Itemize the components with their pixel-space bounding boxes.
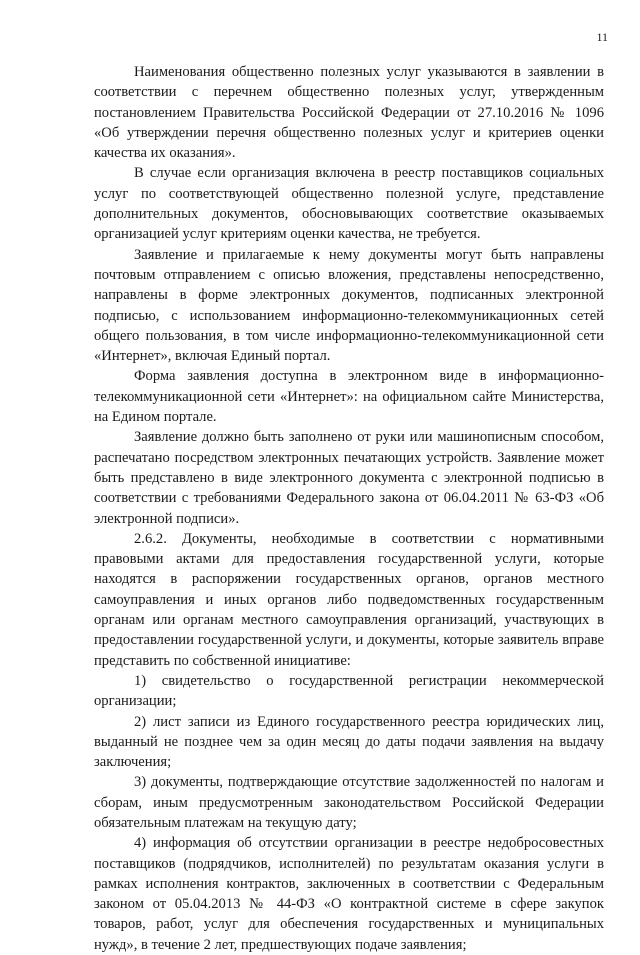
paragraph-form-availability: Форма заявления доступна в электронном виде в информационно-телекоммуникационной сети «Интернет»: на официальном сайте Министерства, на Едином портале.	[94, 368, 604, 426]
paragraph-submission-methods: Заявление и прилагаемые к нему документы могут быть направлены почтовым отправлением с описью вложения, представлены непосредственно, направлены в форме электронных документов, подписанных электронной подписью, с использованием информационно-телекоммуникационных сетей общего пользования, в том числе информационно-телекоммуникационной сети «Интернет», включая Единый портал.	[94, 246, 604, 365]
paragraph-section-2-6-2: 2.6.2. Документы, необходимые в соответствии с нормативными правовыми актами для предоставления государственной услуги, которые находятся в распоряжении государственных органов, органов местного самоуправления и иных органов либо подведомственных государственным органам или органам местного самоуправления организаций, участвующих в предоставлении государственной услуги, и документы, которые заявитель вправе представить по собственной инициативе:	[94, 530, 604, 669]
list-item-4: 4) информация об отсутствии организации в реестре недобросовестных поставщиков (подрядчиков, исполнителей) по результатам оказания услуги в рамках исполнения контрактов, заключенных в соответствии с Федеральным законом от 05.04.2013 № 44-ФЗ «О контрактной системе в сфере закупок товаров, работ, услуг для обеспечения государственных и муниципальных нужд», в течение 2 лет, предшествующих подаче заявления;	[94, 835, 604, 953]
page-number: 11	[596, 30, 608, 44]
paragraph-service-names: Наименования общественно полезных услуг указываются в заявлении в соответствии с перечнем общественно полезных услуг, утвержденным постановлением Правительства Российской Федерации от 27.10.2016 № 1096 «Об утверждении перечня общественно полезных услуг и критериев оценки качества их оказания».	[94, 64, 604, 162]
list-item-1: 1) свидетельство о государственной регистрации некоммерческой организации;	[94, 672, 604, 710]
list-item-2: 2) лист записи из Единого государственного реестра юридических лиц, выданный не позднее чем за один месяц до даты подачи заявления на выдачу заключения;	[94, 713, 604, 771]
paragraph-registry-exemption: В случае если организация включена в реестр поставщиков социальных услуг по соответствующей общественно полезной услуге, представление дополнительных документов, обосновывающих соответствие оказываемых организацией услуг критериям оценки качества, не требуется.	[94, 165, 604, 243]
list-item-3: 3) документы, подтверждающие отсутствие задолженностей по налогам и сборам, иным предусмотренным законодательством Российской Федерации обязательным платежам на текущую дату;	[94, 774, 604, 831]
document-body	[94, 62, 604, 955]
paragraph-form-completion: Заявление должно быть заполнено от руки или машинописным способом, распечатано посредством электронных печатающих устройств. Заявление может быть представлено в виде электронного документа с электронной подписью в соответствии с требованиями Федерального закона от 06.04.2011 № 63-ФЗ «Об электронной подписи».	[94, 429, 604, 527]
